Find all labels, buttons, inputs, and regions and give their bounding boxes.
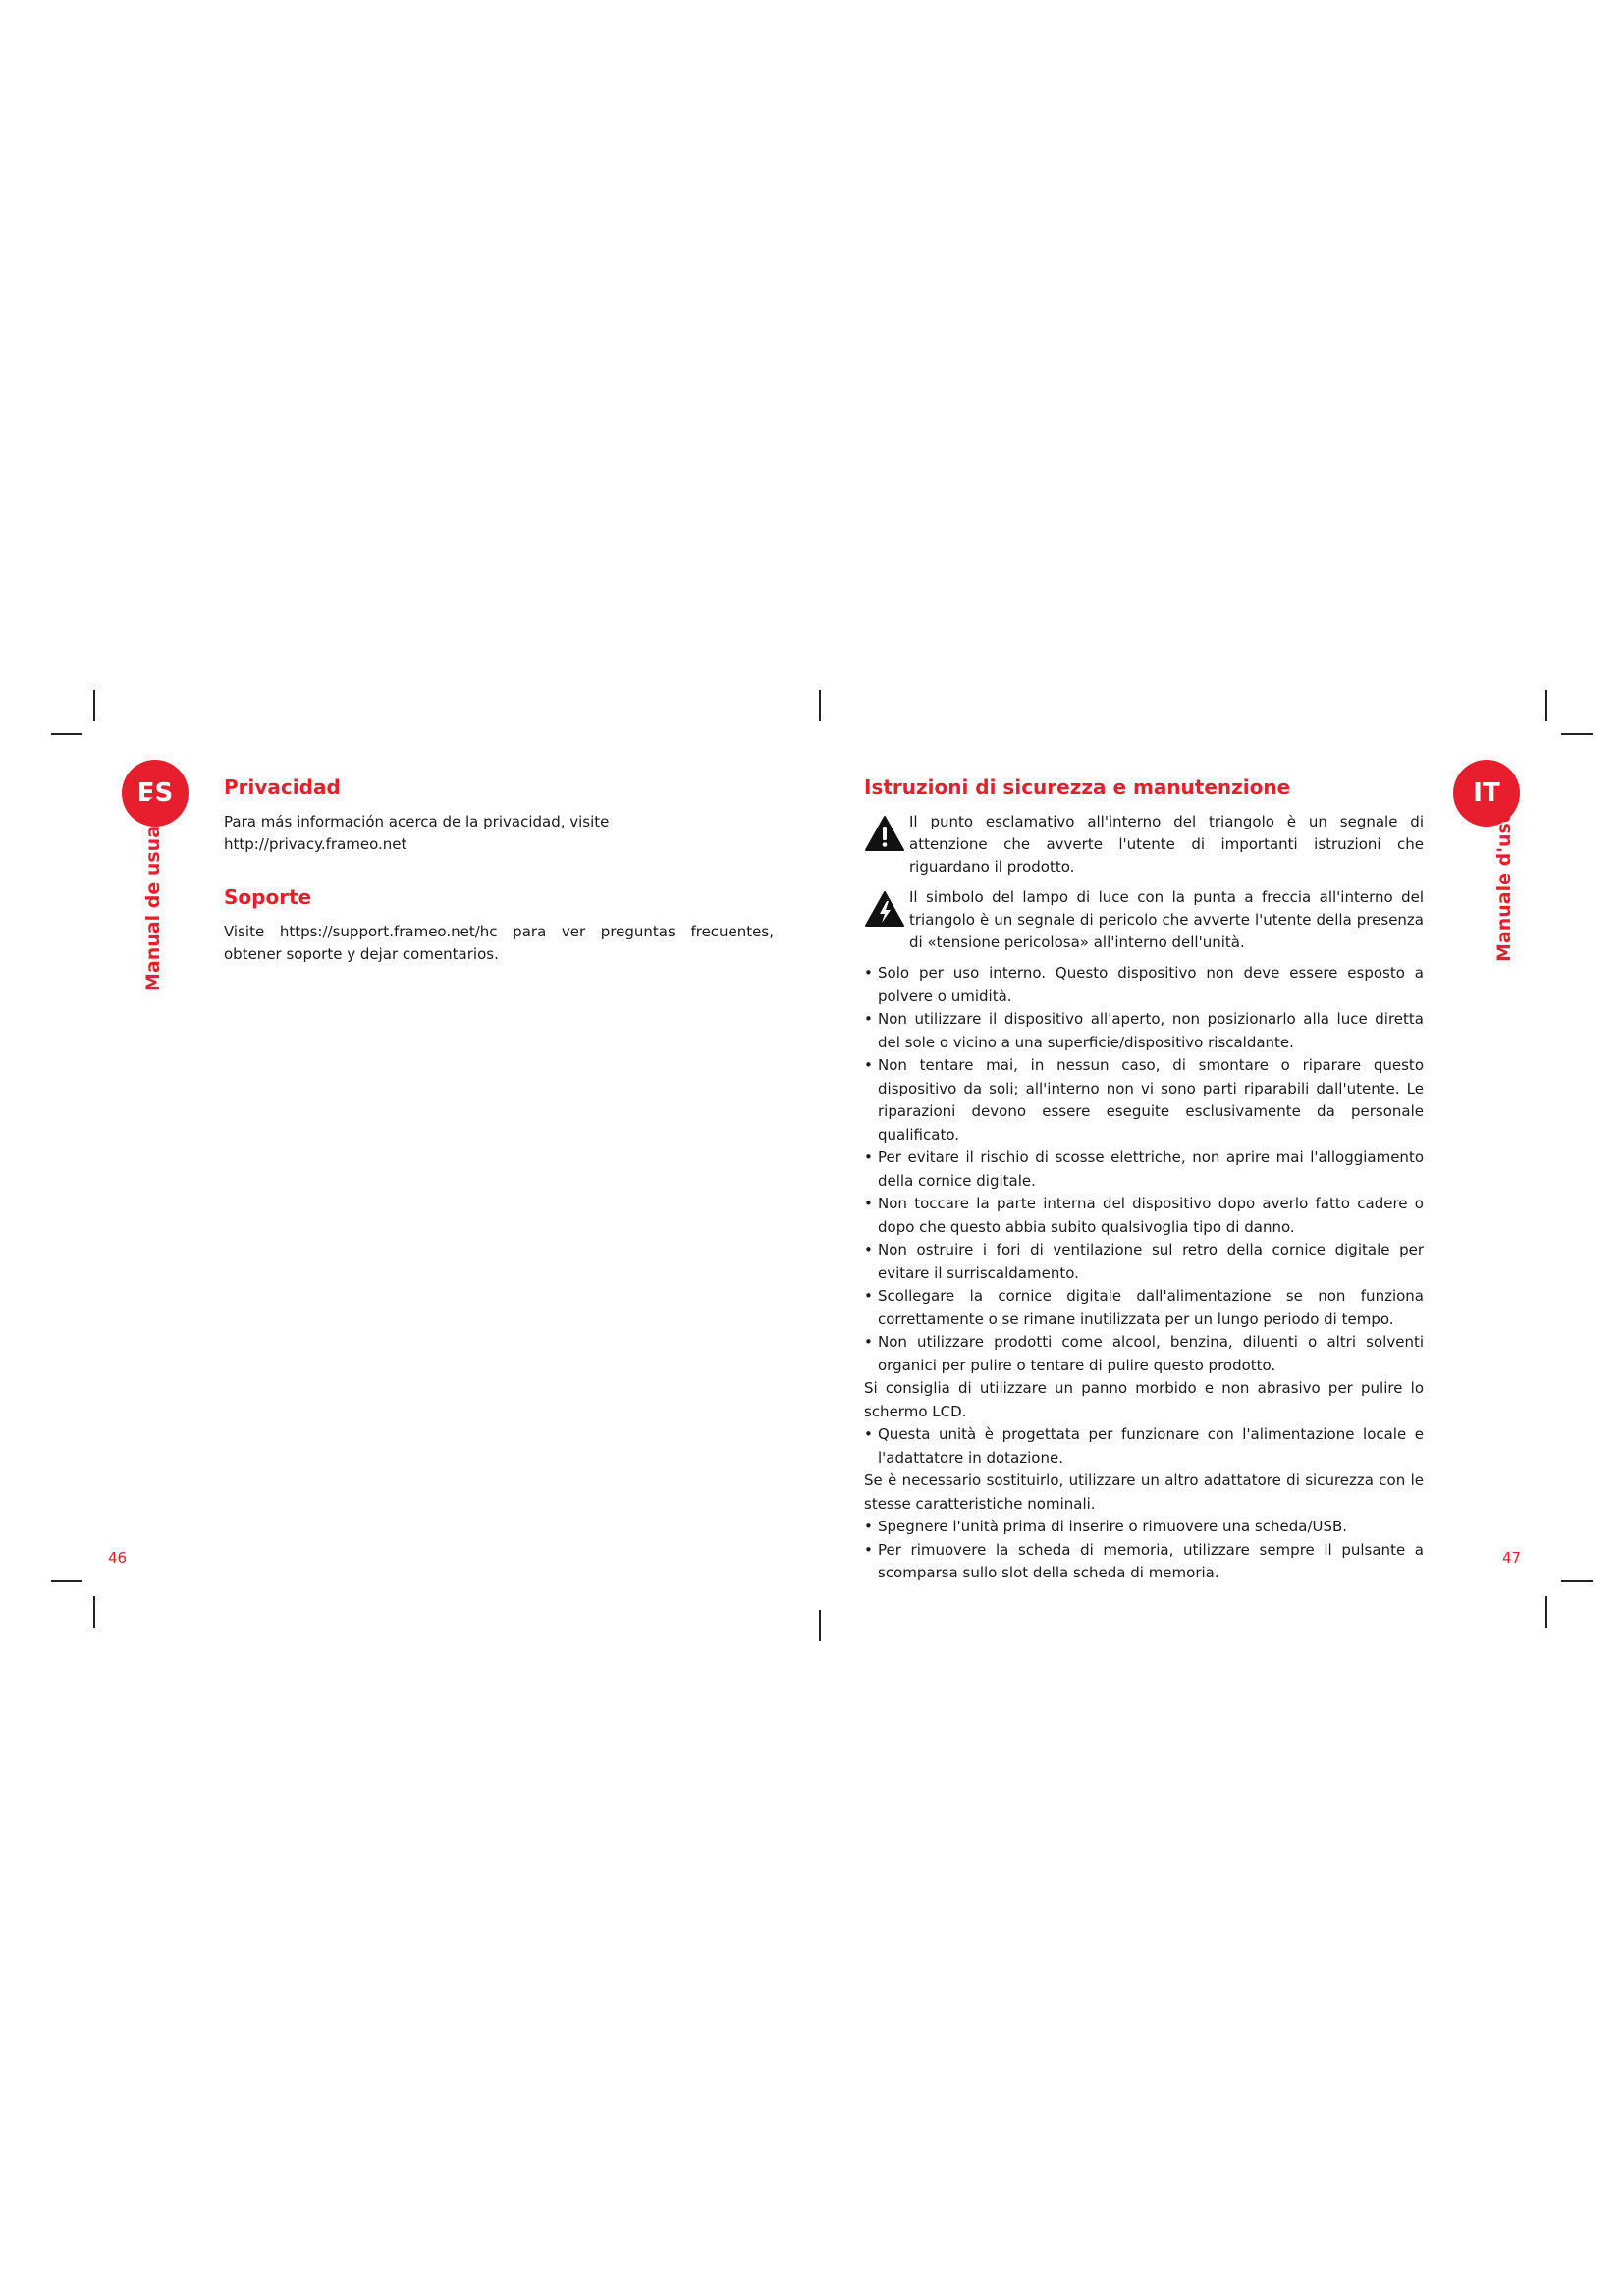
crop-mark xyxy=(819,1610,821,1641)
page-number-left: 46 xyxy=(108,1549,128,1567)
page-right-content xyxy=(864,775,1424,1585)
page-left-content xyxy=(224,775,774,966)
list-item: • Non ostruire i fori di ventilazione sul retro della cornice digitale per evitare il surriscaldamento. xyxy=(864,1239,1424,1285)
list-item: • Non tentare mai, in nessun caso, di smontare o riparare questo dispositivo da soli; all'interno non vi sono parti riparabili dall'utente. Le riparazioni devono essere eseguite esclusivamente da personale qualificato. xyxy=(864,1054,1424,1147)
warning-row xyxy=(864,811,1424,879)
exclamation-triangle-icon xyxy=(864,815,905,852)
list-item: • Non utilizzare il dispositivo all'aperto, non posizionarlo alla luce diretta del sole o vicino a una superficie/dispositivo riscaldante. xyxy=(864,1008,1424,1054)
list-item: • Per evitare il rischio di scosse elettriche, non aprire mai l'alloggiamento della cornice digitale. xyxy=(864,1147,1424,1193)
list-item: • Per rimuovere la scheda di memoria, utilizzare sempre il pulsante a scomparsa sullo slot della scheda di memoria. xyxy=(864,1539,1424,1585)
side-label-es: Manual de usuario xyxy=(142,797,164,991)
plain-paragraph: Se è necessario sostituirlo, utilizzare un altro adattatore di sicurezza con le stesse caratteristiche nominali. xyxy=(864,1471,1424,1513)
crop-mark xyxy=(51,733,82,735)
list-item: • Non toccare la parte interna del dispositivo dopo averlo fatto cadere o dopo che questo abbia subito qualsivoglia tipo di danno. xyxy=(864,1193,1424,1239)
list-item: • Spegnere l'unità prima di inserire o rimuovere una scheda/USB. xyxy=(864,1516,1424,1539)
crop-mark xyxy=(819,690,821,721)
crop-mark xyxy=(1545,1596,1547,1628)
crop-mark xyxy=(1561,1580,1593,1582)
safety-list xyxy=(864,1423,1424,1469)
section-title-sicurezza: Istruzioni di sicurezza e manutenzione xyxy=(864,775,1291,799)
crop-mark xyxy=(1545,690,1547,721)
crop-mark xyxy=(93,1596,95,1628)
section-title-soporte: Soporte xyxy=(224,885,312,909)
warning-text: Il punto esclamativo all'interno del triangolo è un segnale di attenzione che avverte l'utente di importanti istruzioni che riguardano il prodotto. xyxy=(909,813,1424,876)
section-text-soporte: Visite https://support.frameo.net/hc para ver preguntas frecuentes, obtener soporte y dejar comentarios. xyxy=(224,923,774,963)
language-badge-it: IT xyxy=(1453,760,1520,827)
plain-paragraph: Si consiglia di utilizzare un panno morbido e non abrasivo per pulire lo schermo LCD. xyxy=(864,1379,1424,1420)
list-item: • Scollegare la cornice digitale dall'alimentazione se non funziona correttamente o se rimane inutilizzata per un lungo periodo di tempo. xyxy=(864,1285,1424,1331)
side-label-it: Manuale d'uso xyxy=(1493,810,1515,962)
section-title-privacidad: Privacidad xyxy=(224,775,341,799)
list-item: • Solo per uso interno. Questo dispositivo non deve essere esposto a polvere o umidità. xyxy=(864,962,1424,1008)
warning-text: Il simbolo del lampo di luce con la punta a freccia all'interno del triangolo è un segnale di pericolo che avverte l'utente della presenza di «tensione pericolosa» all'interno dell'unità. xyxy=(909,888,1424,951)
safety-list xyxy=(864,962,1424,1377)
safety-list xyxy=(864,1516,1424,1585)
crop-mark xyxy=(1561,733,1593,735)
page-number-right: 47 xyxy=(1502,1549,1522,1567)
lightning-triangle-icon xyxy=(864,890,905,928)
language-badge-es: ES xyxy=(122,760,189,827)
list-item: • Non utilizzare prodotti come alcool, benzina, diluenti o altri solventi organici per pulire o tentare di pulire questo prodotto. xyxy=(864,1331,1424,1377)
crop-mark xyxy=(93,690,95,721)
list-item: • Questa unità è progettata per funzionare con l'alimentazione locale e l'adattatore in dotazione. xyxy=(864,1423,1424,1469)
crop-mark xyxy=(51,1580,82,1582)
section-text-privacidad: Para más información acerca de la privacidad, visite http://privacy.frameo.net xyxy=(224,813,610,853)
warning-row xyxy=(864,886,1424,954)
